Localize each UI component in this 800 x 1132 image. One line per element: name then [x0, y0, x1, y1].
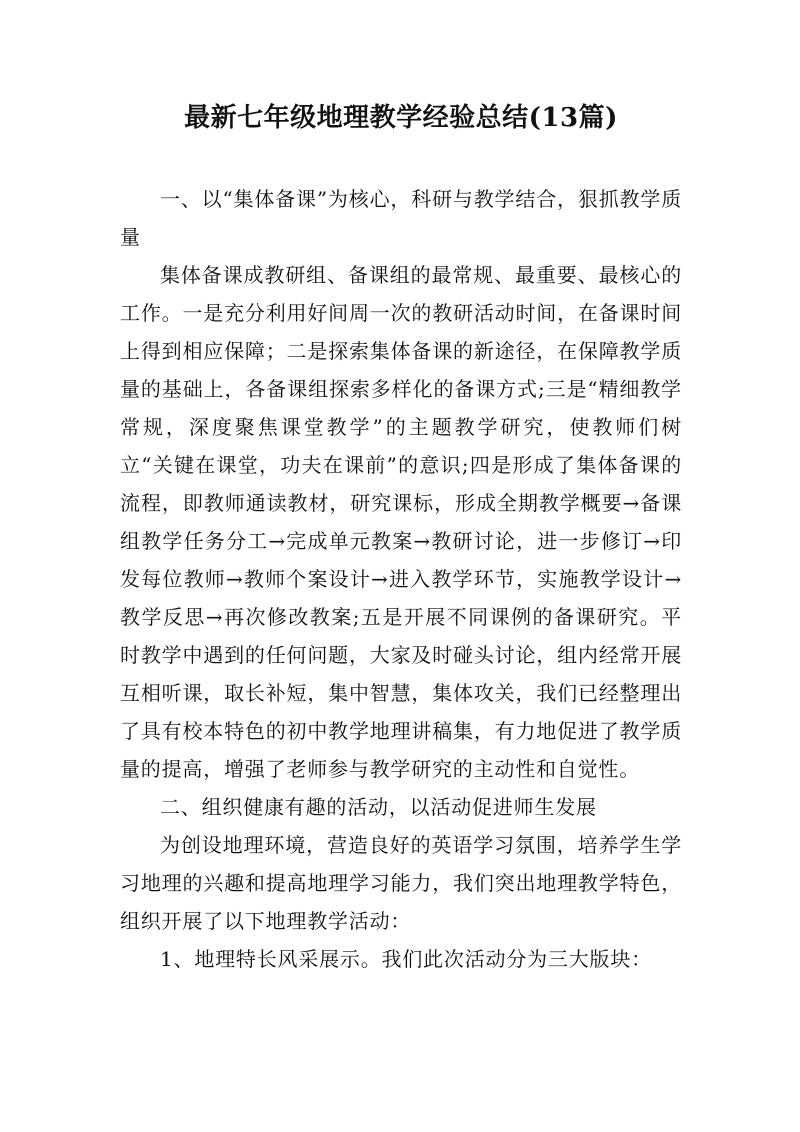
paragraph-activities-intro: 为创设地理环境，营造良好的英语学习氛围，培养学生学习地理的兴趣和提高地理学习能力，我们突出地理教学特色，组织开展了以下地理教学活动： — [120, 833, 682, 933]
document-body — [120, 180, 682, 978]
section-heading-2: 二、组织健康有趣的活动，以活动促进师生发展 — [160, 795, 597, 819]
paragraph-activity-1: 1、地理特长风采展示。我们此次活动分为三大版块： — [160, 947, 652, 971]
paragraph-collective-lesson-prep: 集体备课成教研组、备课组的最常规、最重要、最核心的工作。一是充分利用好间周一次的教研活动时间，在备课时间上得到相应保障；二是探索集体备课的新途径，在保障教学质量的基础上，各备课组探索多样化的备课方式;三是“精细教学常规，深度聚焦课堂教学”的主题教学研究，使教师们树立“关键在课堂，功夫在课前”的意识;四是形成了集体备课的流程，即教师通读教材，研究课标，形成全期教学概要→备课组教学任务分工→完成单元教案→教研讨论，进一步修订→印发每位教师→教师个案设计→进入教学环节，实施教学设计→教学反思→再次修改教案;五是开展不同课例的备课研究。平时教学中遇到的任何问题，大家及时碰头讨论，组内经常开展互相听课，取长补短，集中智慧，集体攻关，我们已经整理出了具有校本特色的初中教学地理讲稿集，有力地促进了教学质量的提高，增强了老师参与教学研究的主动性和自觉性。 — [120, 263, 682, 781]
document-title: 最新七年级地理教学经验总结(13篇) — [184, 103, 618, 133]
section-heading-1: 一、以“集体备课”为核心，科研与教学结合，狠抓教学质量 — [120, 187, 682, 249]
